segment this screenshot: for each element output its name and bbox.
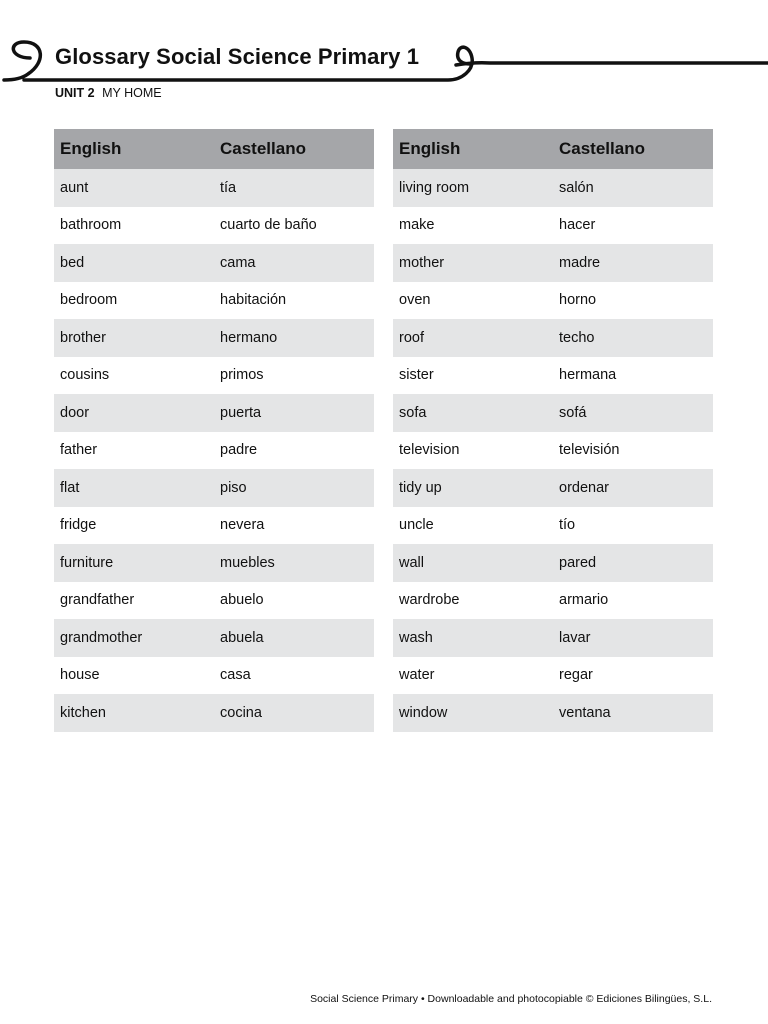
- column-header-castellano: Castellano: [214, 129, 374, 169]
- unit-name: MY HOME: [102, 86, 162, 100]
- english-term: grandfather: [60, 592, 135, 609]
- castellano-term: madre: [553, 244, 713, 282]
- castellano-term: muebles: [214, 544, 374, 582]
- page-footer: Social Science Primary • Downloadable and photocopiable © Ediciones Bilingües, S.L.: [310, 993, 712, 1005]
- english-term: window: [393, 694, 553, 732]
- table-row: [54, 244, 374, 282]
- column-header-english: English: [54, 129, 214, 169]
- castellano-term: cuarto de baño: [220, 217, 317, 234]
- english-term: cousins: [60, 367, 110, 384]
- castellano-term: regar: [559, 667, 593, 684]
- page-title: Glossary Social Science Primary 1: [55, 44, 420, 69]
- table-header-row: [393, 129, 713, 169]
- english-term: water: [399, 667, 435, 684]
- english-term: mother: [393, 244, 553, 282]
- english-term: roof: [393, 319, 553, 357]
- table-row: [393, 619, 713, 657]
- table-row: [54, 469, 374, 507]
- castellano-term: techo: [553, 319, 713, 357]
- table-row: [54, 582, 374, 620]
- castellano-term: lavar: [553, 619, 713, 657]
- table-row: [54, 694, 374, 732]
- castellano-term: hacer: [559, 217, 596, 234]
- table-row: [54, 282, 374, 320]
- english-term: tidy up: [393, 469, 553, 507]
- english-term: kitchen: [54, 694, 214, 732]
- castellano-term: tío: [559, 517, 576, 534]
- table-row: [393, 582, 713, 620]
- castellano-term: ordenar: [553, 469, 713, 507]
- english-term: bedroom: [60, 292, 118, 309]
- castellano-term: armario: [559, 592, 609, 609]
- english-term: wardrobe: [399, 592, 460, 609]
- english-term: fridge: [60, 517, 97, 534]
- table-row: [54, 394, 374, 432]
- table-row: [393, 207, 713, 245]
- english-term: grandmother: [54, 619, 214, 657]
- castellano-term: primos: [220, 367, 264, 384]
- table-row: [54, 207, 374, 245]
- table-row: [393, 282, 713, 320]
- table-row: [54, 544, 374, 582]
- castellano-term: abuela: [214, 619, 374, 657]
- castellano-term: padre: [220, 442, 258, 459]
- table-row: [393, 432, 713, 470]
- english-term: furniture: [54, 544, 214, 582]
- castellano-term: habitación: [220, 292, 287, 309]
- english-term: door: [54, 394, 214, 432]
- english-term: flat: [54, 469, 214, 507]
- english-term: sofa: [393, 394, 553, 432]
- unit-subtitle: [55, 86, 162, 100]
- castellano-term: puerta: [214, 394, 374, 432]
- english-term: father: [60, 442, 98, 459]
- column-header-english: English: [393, 129, 553, 169]
- english-term: make: [399, 217, 435, 234]
- table-row: [393, 319, 713, 357]
- table-row: [393, 694, 713, 732]
- table-row: [393, 507, 713, 545]
- castellano-term: tía: [214, 169, 374, 207]
- castellano-term: televisión: [559, 442, 620, 459]
- castellano-term: piso: [214, 469, 374, 507]
- unit-label: UNIT 2: [55, 86, 95, 100]
- english-term: bed: [54, 244, 214, 282]
- castellano-term: pared: [553, 544, 713, 582]
- english-term: aunt: [54, 169, 214, 207]
- castellano-term: nevera: [220, 517, 265, 534]
- castellano-term: hermano: [214, 319, 374, 357]
- castellano-term: cocina: [214, 694, 374, 732]
- english-term: wash: [393, 619, 553, 657]
- glossary-table-left: [54, 129, 374, 732]
- table-row: [54, 169, 374, 207]
- castellano-term: casa: [220, 667, 251, 684]
- column-header-castellano: Castellano: [553, 129, 713, 169]
- table-row: [54, 319, 374, 357]
- table-row: [54, 507, 374, 545]
- castellano-term: ventana: [553, 694, 713, 732]
- table-row: [393, 394, 713, 432]
- castellano-term: salón: [553, 169, 713, 207]
- castellano-term: hermana: [559, 367, 617, 384]
- table-row: [393, 357, 713, 395]
- english-term: television: [399, 442, 460, 459]
- table-row: [393, 469, 713, 507]
- english-term: brother: [54, 319, 214, 357]
- table-row: [393, 169, 713, 207]
- english-term: uncle: [399, 517, 434, 534]
- table-row: [54, 357, 374, 395]
- castellano-term: sofá: [553, 394, 713, 432]
- english-term: bathroom: [60, 217, 122, 234]
- castellano-term: horno: [559, 292, 597, 309]
- english-term: oven: [399, 292, 431, 309]
- table-row: [393, 657, 713, 695]
- table-header-row: [54, 129, 374, 169]
- english-term: living room: [393, 169, 553, 207]
- english-term: house: [60, 667, 100, 684]
- glossary-table-right: [393, 129, 713, 732]
- english-term: wall: [393, 544, 553, 582]
- english-term: sister: [399, 367, 434, 384]
- castellano-term: cama: [214, 244, 374, 282]
- table-row: [54, 657, 374, 695]
- castellano-term: abuelo: [220, 592, 264, 609]
- table-row: [54, 619, 374, 657]
- table-row: [393, 244, 713, 282]
- table-row: [393, 544, 713, 582]
- table-row: [54, 432, 374, 470]
